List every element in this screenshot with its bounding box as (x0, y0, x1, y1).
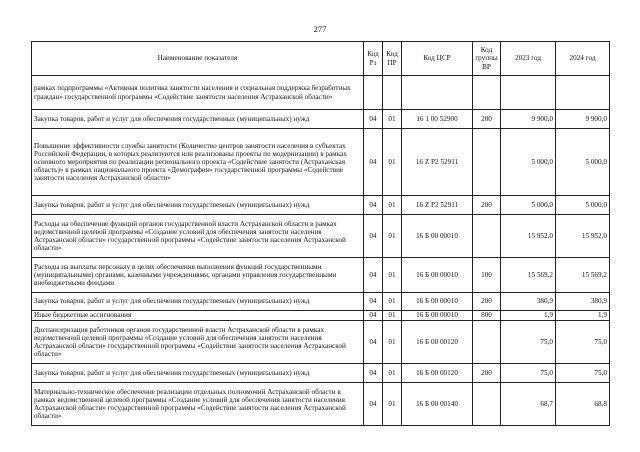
row-vr (473, 215, 501, 258)
row-pr: 01 (383, 293, 402, 311)
row-pr: 01 (383, 321, 402, 364)
header-2023: 2023 год (501, 42, 556, 76)
table-row (32, 321, 610, 364)
row-2024: 380,9 (556, 293, 610, 311)
row-name: Закупка товаров, работ и услуг для обеспечения государственных (муниципальных) нужд (32, 110, 364, 129)
row-name: Закупка товаров, работ и услуг для обеспечения государственных (муниципальных) нужд (32, 293, 364, 311)
header-row (32, 42, 610, 76)
row-vr (473, 76, 501, 110)
row-vr (473, 129, 501, 196)
row-vr: 200 (473, 364, 501, 383)
row-rz: 04 (364, 129, 383, 196)
table-row (32, 215, 610, 258)
row-rz: 04 (364, 321, 383, 364)
row-rz: 04 (364, 110, 383, 129)
row-2024: 75,0 (556, 364, 610, 383)
row-pr: 01 (383, 364, 402, 383)
row-vr: 200 (473, 293, 501, 311)
row-csr: 16 Б 00 00120 (402, 321, 473, 364)
row-csr: 16 Б 00 00120 (402, 364, 473, 383)
row-name: Закупка товаров, работ и услуг для обеспечения государственных (муниципальных) нужд (32, 196, 364, 215)
table-row (32, 364, 610, 383)
row-rz: 04 (364, 364, 383, 383)
row-vr (473, 321, 501, 364)
header-rz: Код Рз (364, 42, 383, 76)
row-2024: 15 569,2 (556, 258, 610, 293)
row-rz: 04 (364, 196, 383, 215)
row-pr: 01 (383, 383, 402, 426)
row-csr: 16 Б 00 00010 (402, 293, 473, 311)
header-name: Наименование показателя (32, 42, 364, 76)
row-2023: 1,9 (501, 311, 556, 321)
row-csr: 16 Б 00 00140 (402, 383, 473, 426)
row-vr: 800 (473, 311, 501, 321)
row-name: Иные бюджетные ассигнования (32, 311, 364, 321)
row-rz: 04 (364, 215, 383, 258)
row-2023: 5 000,0 (501, 129, 556, 196)
row-rz: 04 (364, 258, 383, 293)
table-row (32, 258, 610, 293)
row-2023: 75,0 (501, 364, 556, 383)
row-pr: 01 (383, 196, 402, 215)
row-csr (402, 76, 473, 110)
row-rz: 04 (364, 293, 383, 311)
row-csr: 16 Б 00 00010 (402, 258, 473, 293)
row-2023: 5 000,0 (501, 196, 556, 215)
row-2024: 68,8 (556, 383, 610, 426)
row-name: Повышение эффективности службы занятости (Количество центров занятости населения в субъектах Российской Федерации, в которых реализуются или реализованы проекты по модернизации) в рамках основного мероприятия по реализации регионального проекта «Содействие занятости (Астраханская область)» в рамках национального проекта «Демография» государственной программы «Содействие занятости населения Астраханской области» (32, 129, 364, 196)
row-name: Расходы на выплаты персоналу в целях обеспечения выполнения функций государственными (муниципальными) органами, казенными учреждениями, органами управления государственными внебюджетными фондами (32, 258, 364, 293)
row-2024: 1,9 (556, 311, 610, 321)
row-pr: 01 (383, 311, 402, 321)
row-2023: 68,7 (501, 383, 556, 426)
row-pr (383, 76, 402, 110)
row-csr: 16 1 00 52900 (402, 110, 473, 129)
row-2023: 75,0 (501, 321, 556, 364)
row-2024: 15 952,0 (556, 215, 610, 258)
budget-table (31, 41, 610, 426)
row-2023: 9 900,0 (501, 110, 556, 129)
row-2023 (501, 76, 556, 110)
row-name: Диспансеризация работников органов государственной власти Астраханской области в рамках ведомственной целевой программы «Создание условий для обеспечения занятости населения Астраханской области» государственной программы «Содействие занятости населения Астраханской области» (32, 321, 364, 364)
header-pr: Код ПР (383, 42, 402, 76)
row-vr: 200 (473, 110, 501, 129)
header-csr: Код ЦСР (402, 42, 473, 76)
row-rz: 04 (364, 311, 383, 321)
row-pr: 01 (383, 110, 402, 129)
row-vr: 200 (473, 196, 501, 215)
row-csr: 16 Z P2 52911 (402, 196, 473, 215)
row-csr: 16 Z P2 52911 (402, 129, 473, 196)
row-csr: 16 Б 00 00010 (402, 215, 473, 258)
table-row (32, 293, 610, 311)
header-vr: Код группы ВР (473, 42, 501, 76)
row-2023: 380,9 (501, 293, 556, 311)
row-pr: 01 (383, 215, 402, 258)
table-row (32, 110, 610, 129)
row-vr: 100 (473, 258, 501, 293)
row-vr (473, 383, 501, 426)
page-number: 277 (313, 24, 327, 34)
row-2024: 75,0 (556, 321, 610, 364)
table-row (32, 196, 610, 215)
row-2023: 15 952,0 (501, 215, 556, 258)
table-row (32, 311, 610, 321)
row-csr: 16 Б 00 00010 (402, 311, 473, 321)
row-2024: 5 000,0 (556, 129, 610, 196)
header-2024: 2024 год (556, 42, 610, 76)
row-name: Расходы на обеспечение функций органов государственной власти Астраханской области в рамках ведомственной целевой программы «Создание условий для обеспечения занятости населения Астраханской области» государственной программы «Содействие занятости населения Астраханской области» (32, 215, 364, 258)
table-row (32, 129, 610, 196)
table-row (32, 383, 610, 426)
row-rz: 04 (364, 383, 383, 426)
row-2024: 9 900,0 (556, 110, 610, 129)
row-name: рамках подпрограммы «Активная политика занятости населения и социальная поддержка безработных граждан» государственной программы «Содействие занятости населения Астраханской области» (32, 76, 364, 110)
row-2024: 5 000,0 (556, 196, 610, 215)
row-2024 (556, 76, 610, 110)
table-row (32, 76, 610, 110)
row-name: Материально-техническое обеспечение реализации отдельных полномочий Астраханской области в рамках ведомственной целевой программы «Создание условий для обеспечения занятости населения Астраханской области» государственной программы «Содействие занятости населения Астраханской области» (32, 383, 364, 426)
row-name: Закупка товаров, работ и услуг для обеспечения государственных (муниципальных) нужд (32, 364, 364, 383)
row-rz (364, 76, 383, 110)
row-2023: 15 569,2 (501, 258, 556, 293)
row-pr: 01 (383, 258, 402, 293)
row-pr: 01 (383, 129, 402, 196)
